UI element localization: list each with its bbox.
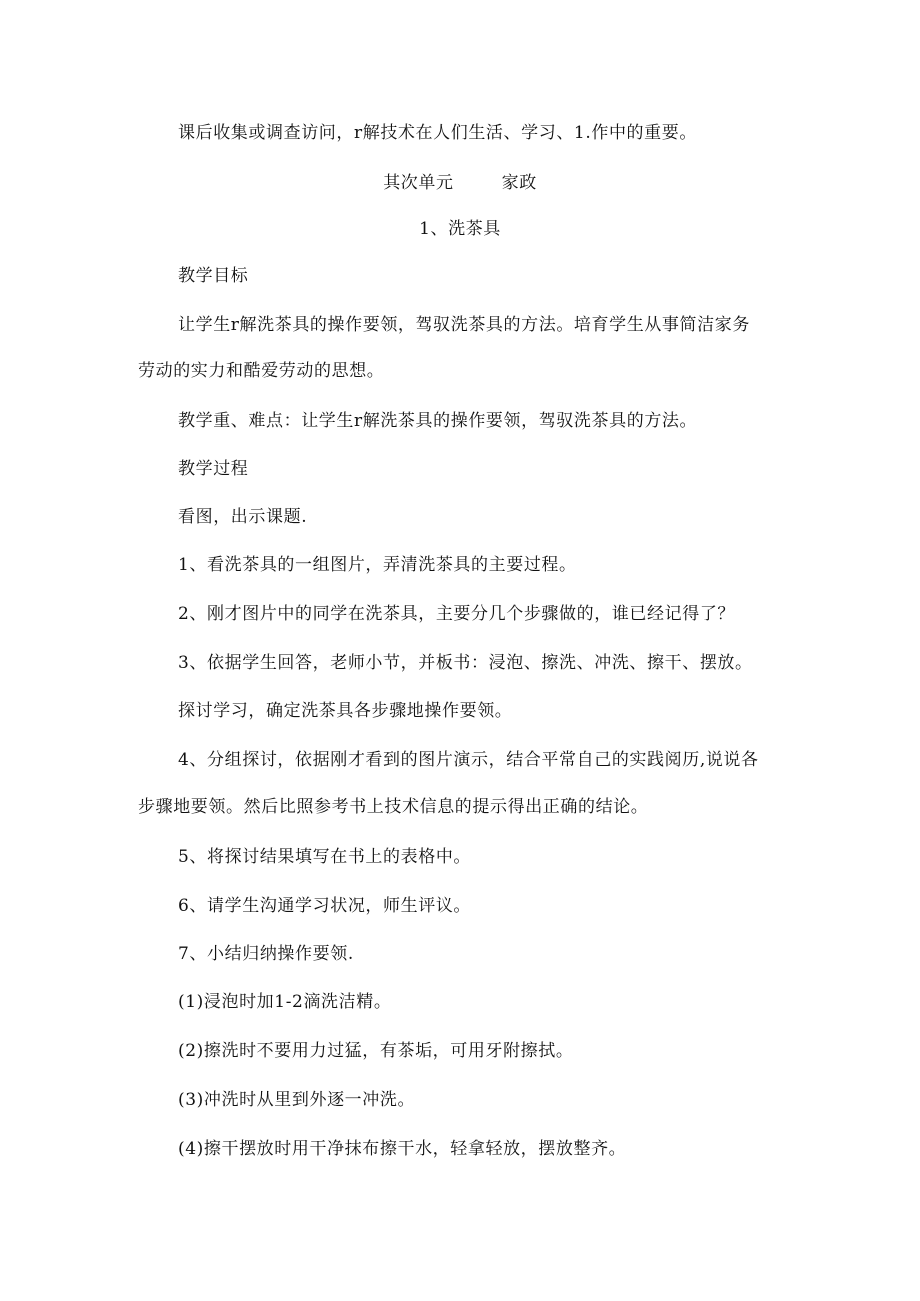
objectives-text-line2: 劳动的实力和酷爱劳动的思想。 [138,361,385,381]
point-3: (3)冲洗时从里到外逐一冲洗。 [178,1090,416,1110]
point-2: (2)擦洗时不要用力过猛，有茶垢，可用牙附擦拭。 [178,1041,574,1061]
step-6: 6、请学生沟通学习状况，师生评议。 [178,896,472,916]
step-3: 3、依据学生回答，老师小节，并板书：浸泡、擦洗、冲洗、擦干、摆放。 [178,653,753,673]
objectives-heading: 教学目标 [178,266,249,286]
step-7: 7、小结归纳操作要领. [178,944,354,964]
objectives-text-line1: 让学生r解洗茶具的操作要领，驾驭洗茶具的方法。培育学生从事简洁家务 [178,315,750,335]
unit-subject: 家政 [501,173,537,193]
lesson-title: 1、洗茶具 [419,219,501,239]
step-2: 2、刚才图片中的同学在洗茶具，主要分几个步骤做的，谁已经记得了？ [178,604,736,624]
intro-line: 课后收集或调查访问，r解技术在人们生活、学习、1.作中的重要。 [178,123,697,143]
unit-title: 其次单元 [383,173,454,193]
key-points: 教学重、难点：让学生r解洗茶具的操作要领，驾驭洗茶具的方法。 [178,411,698,431]
unit-heading [0,172,920,194]
step-4-line2: 步骤地要领。然后比照参考书上技术信息的提示得出正确的结论。 [138,797,649,817]
point-4: (4)擦干摆放时用干净抹布擦干水，轻拿轻放，摆放整齐。 [178,1139,627,1159]
step-1: 1、看洗茶具的一组图片，弄清洗茶具的主要过程。 [178,555,577,575]
discussion-heading: 探讨学习，确定洗茶具各步骤地操作要领。 [178,701,513,721]
step-4-line1: 4、分组探讨，依据刚才看到的图片演示，结合平常自己的实践阅历,说说各 [178,750,759,770]
process-heading: 教学过程 [178,459,249,479]
step-5: 5、将探讨结果填写在书上的表格中。 [178,847,472,867]
point-1: (1)浸泡时加1-2滴洗洁精。 [178,992,392,1012]
intro-step: 看图，出示课题. [178,507,308,527]
